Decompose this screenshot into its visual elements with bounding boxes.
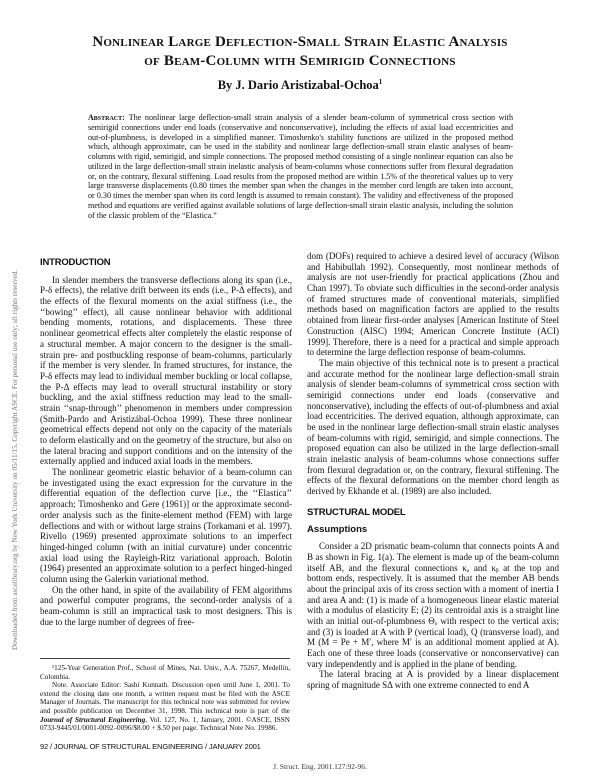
- footnotes: [40, 664, 290, 733]
- footnote-affiliation: ¹125-Year Generation Prof., School of Mines, Nat. Univ., A.A. 75267, Medellín, Colombia.: [40, 664, 290, 681]
- structural-model-heading: STRUCTURAL MODEL: [307, 506, 406, 518]
- journal-name: Journal of Structural Engineering: [40, 715, 146, 724]
- intro-paragraph: In slender members the transverse deflections along its span (i.e., P-δ effects), the relative drift between its ends (i.e., P-Δ effects), and the effects of the flexural moments on the axial stiffness (i.e., the ‘‘bowing’’ effect), all cause nonlinear behavior with additional bending moments, rotations, and displacements. These three nonlinear geometrical effects alter completely the elastic response of a structural member. A major concern to the designer is the small-strain pre- and postbuckling response of beam-columns, particularly if the member is very slender. In framed structures, for instance, the P-δ effects may lead to individual member buckling or local collapse, the P-Δ effects may lead to overall structural instability or story buckling, and the axial stiffness reduction may lead to the small-strain ‘‘snap-through’’ phenomenon in members under compression (Smith-Pardo and Aristizábal-Ochoa 1999). These three nonlinear geometrical effects depend not only on the capacity of the materials to deform elastically and on the geometry of the structure, but also on the lateral bracing and support conditions and on the intensity of the externally applied and induced axial loads in the members.: [40, 274, 292, 467]
- abstract: [88, 113, 513, 220]
- running-footer: 92 / JOURNAL OF STRUCTURAL ENGINEERING / JANUARY 2001: [40, 742, 261, 751]
- body-paragraph: The lateral bracing at A is provided by a linear displacement spring of magnitude SΔ with one extreme connected to end A: [307, 669, 559, 691]
- right-column: [307, 251, 559, 691]
- intro-heading: INTRODUCTION: [40, 257, 111, 268]
- body-paragraph: dom (DOFs) required to achieve a desired level of accuracy (Wilson and Habibullah 1992). Consequently, most nonlinear methods of analysis are not user-friendly for practical applications (Zhou and Chan 1997). To obviate such difficulties in the second-order analysis of framed structures made of conventional materials, simplified methods based on magnification factors are applied to the results obtained from linear first-order analyses [American Institute of Steel Construction (AISC) 1994; American Concrete Institute (ACI) 1999]. Therefore, there is a need for a practical and simple approach to determine the large deflection response of beam-columns.: [307, 251, 559, 358]
- footnote-rule: [40, 658, 290, 659]
- citation: J. Struct. Eng. 2001.127:92-96.: [273, 762, 367, 771]
- author-note-mark: 1: [378, 78, 383, 86]
- author-name: By J. Dario Aristizabal-Ochoa: [217, 78, 379, 93]
- body-paragraph: Consider a 2D prismatic beam-column that connects points A and B as shown in Fig. 1(a). The element is made up of the beam-column itself AB, and the flexural connections κₐ and κᵦ at the top and bottom ends, respectively. It is assumed that the member AB bends about the principal axis of its cross section with a moment of inertia I and area A and: (1) is made of a homogeneous linear elastic material with a modulus of elasticity E; (2) its centroidal axis is a straight line with an initial out-of-plumbness Θₒ with respect to the vertical axis; and (3) is loaded at A with P (vertical load), Q (transverse load), and M (M = Pe + M′, where M′ is an additional moment applied at A). Each one of these three loads (conservative or nonconservative) can vary independently and is applied in the plane of bending.: [307, 541, 559, 669]
- abstract-text: The nonlinear large deflection-small strain analysis of a slender beam-column of symmetrical cross section with semirigid connections under end loads (conservative and nonconservative), including the effects of axial load eccentricities and out-of-plumbness, is developed in a simplified manner. Timoshenko's stability functions are utilized in the proposed method which, although approximate, can be used in the stability and nonlinear large deflection-small strain elastic analyses of beam-columns with rigid, semirigid, and simple connections. The proposed method consisting of a single nonlinear equation can also be utilized in the large deflection-small strain inelastic analysis of beam-columns whose connections suffer from flexural degradation or, on the contrary, flexural stiffening. Load results from the proposed method are within 1.5% of the theoretical values up to very large transverse displacements (0.80 times the member span when the changes in the member cord length are taken into account, or 0.30 times the member span when its cord length is assumed to remain constant). The validity and effectiveness of the proposed method and equations are verified against available solutions of large deflection-small strain elastic analysis, including the solution of the classic problem of the “Elastica.”: [88, 113, 513, 220]
- abstract-label: Abstract:: [88, 113, 125, 122]
- intro-paragraph: On the other hand, in spite of the availability of FEM algorithms and powerful computer programs, the second-order analysis of a beam-column is still an impractical task to most designers. This is due to the large number of degrees of free-: [40, 584, 292, 627]
- footnote-note: Note. Associate Editor: Sashi Kunnath. Discussion open until June 1, 2001. To extend the closing date one month, a written request must be filed with the ASCE Manager of Journals. The manuscript for this technical note was submitted for review and possible publication on December 31, 1998. This technical note is part of the Journal of Structural Engineering, Vol. 127, No. 1, January, 2001. ©ASCE, ISSN 0733-9445/01/0001-0092–0096/$8.00 + $.50 per page. Technical Note No. 19986.: [40, 681, 290, 733]
- author-line: [0, 78, 600, 93]
- paper-title: [0, 33, 600, 71]
- title-line-1: Nonlinear Large Deflection-Small Strain Elastic Analysis: [92, 34, 508, 50]
- assumptions-heading: Assumptions: [307, 523, 368, 535]
- download-notice: Downloaded from ascelibrary.org by New York University on 05/11/15. Copyright ASCE. For personal use only; all rights reserved.: [11, 269, 19, 650]
- left-column: [40, 258, 292, 627]
- intro-paragraph: The nonlinear geometric elastic behavior of a beam-column can be investigated using the exact expression for the curvature in the differential equation of the deflection curve [i.e., the ‘‘Elastica’’ approach; Timoshenko and Gere (1961)] or the approximate second-order analysis such as the finite-element method (FEM) with large deflections and with or without large strains (Torkamani et al. 1997). Rivello (1969) presented approximate solutions to an imperfect hinged-hinged column (with an initial curvature) under concentric axial load using the Rayleigh-Ritz variational approach. Bolotin (1964) presented an approximate solution to a perfect hinged-hinged column using the Galerkin variational method.: [40, 467, 292, 584]
- title-line-2: of Beam-Column with Semirigid Connections: [144, 53, 456, 69]
- body-paragraph: The main objective of this technical note is to present a practical and accurate method for the nonlinear large deflection-small strain analysis of slender beam-columns of symmetrical cross section with semirigid connections under end loads (conservative and nonconservative), including the effects of out-of-plumbness and axial load eccentricities. The derived equation, although approximate, can be used in the nonlinear large deflection-small strain elastic analyses of beam-columns with rigid, semirigid, and simple connections. The proposed equation can also be utilized in the large deflection-small strain inelastic analysis of beam-columns whose connections suffer from flexural degradation or, on the contrary, flexural stiffening. The effects of the flexural deformations on the member chord length as derived by Ekhande et al. (1989) are also included.: [307, 357, 559, 497]
